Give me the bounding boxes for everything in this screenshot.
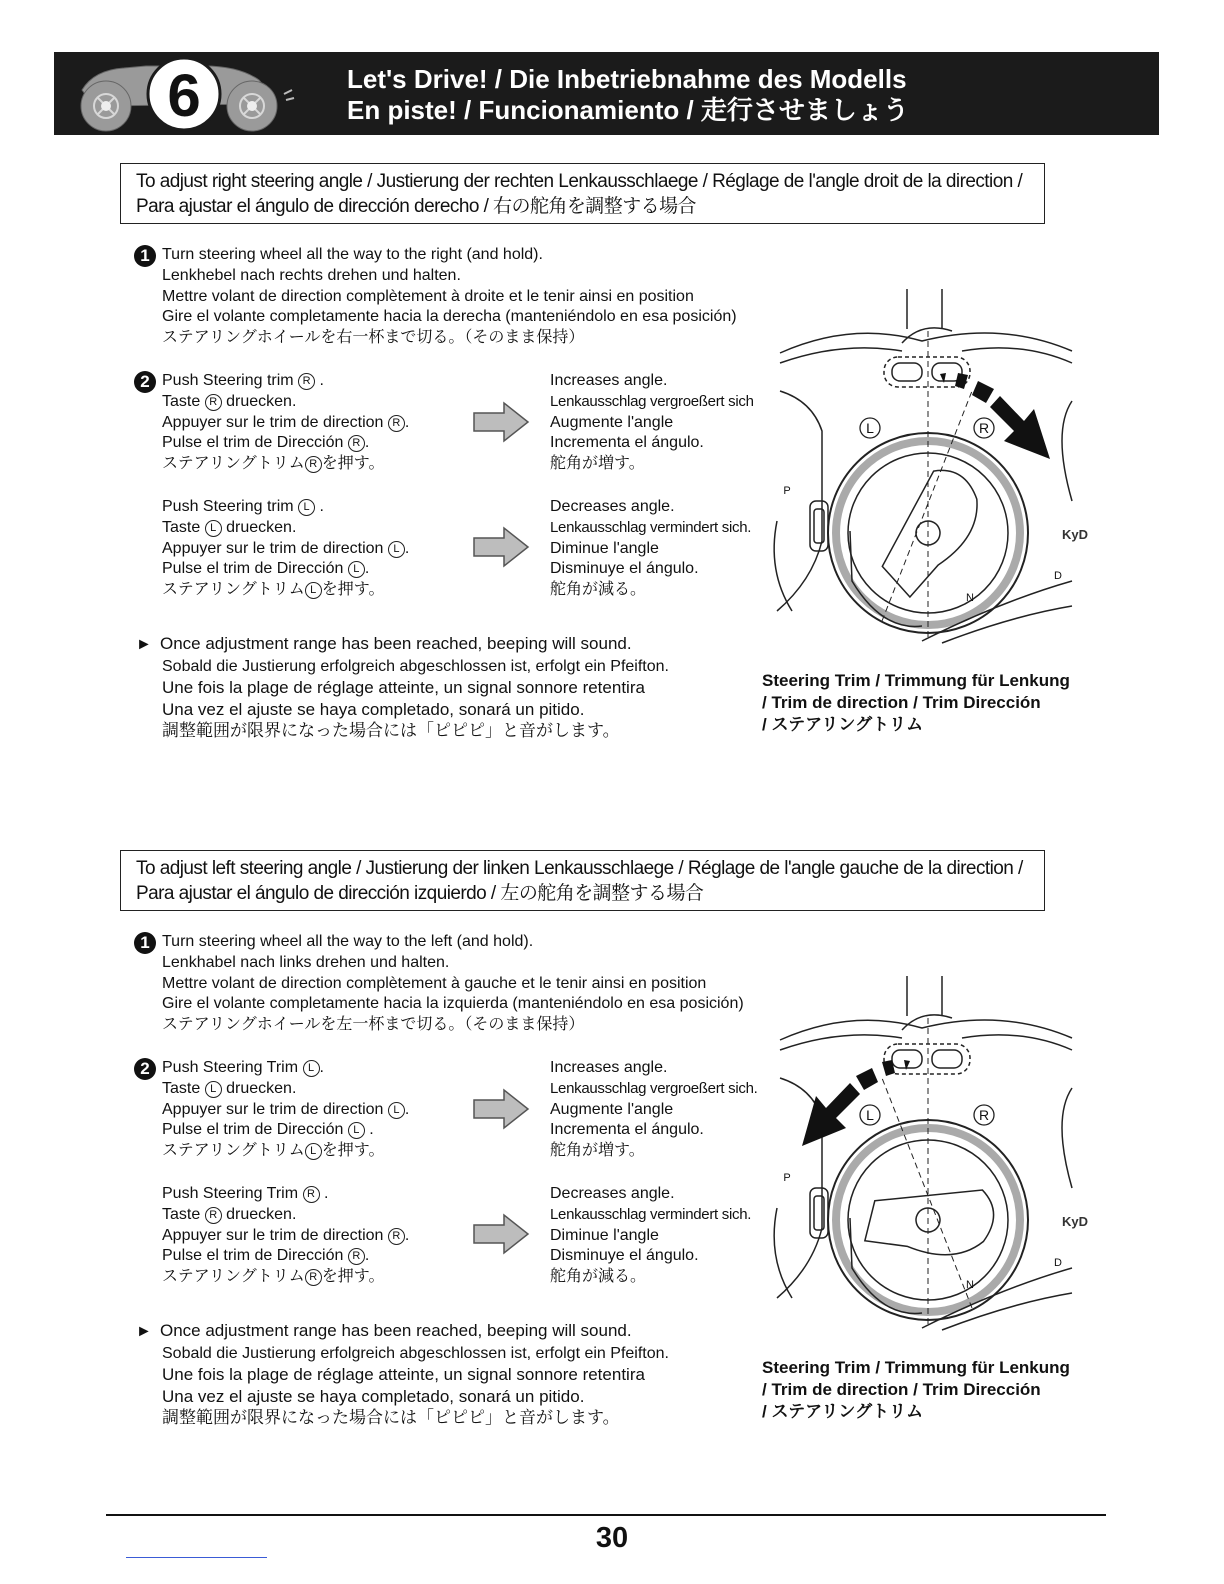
trim-r-key-icon: R	[303, 1186, 320, 1203]
push-trim-line: Pulse el trim de Dirección L .	[162, 560, 370, 578]
angle-dash-line	[882, 391, 972, 621]
footer-rule	[106, 1514, 1106, 1516]
heading-line-2: Para ajustar el ángulo de dirección izquierdo / 左の舵角を調整する場合	[136, 883, 704, 904]
result_b-line: 舵角が減る。	[550, 1268, 647, 1286]
step1-line: ステアリングホイールを右一杯まで切る。（そのまま保持）	[162, 329, 585, 347]
section-heading-box	[120, 163, 1045, 224]
push-trim-line: Appuyer sur le trim de direction R .	[162, 1226, 410, 1244]
push-trim-b	[162, 497, 409, 601]
push-trim-line: Appuyer sur le trim de direction L .	[162, 539, 410, 557]
trim-button-frame	[884, 1044, 970, 1074]
trim-l-key-icon: L	[298, 499, 315, 516]
trim-l-key-icon: L	[388, 1102, 405, 1119]
push-trim-line: Push Steering trim R .	[162, 372, 324, 389]
trim-r-label: R	[978, 1107, 990, 1123]
step-1-number: 1	[134, 245, 156, 267]
trim-l-key-icon: L	[348, 1122, 365, 1139]
footer-link-line	[126, 1557, 267, 1558]
result-increase	[550, 1058, 757, 1162]
transmitter-top-inner	[780, 1035, 1072, 1050]
caption-line: Steering Trim / Trimmung für Lenkung	[762, 1358, 1070, 1377]
result_b-line: Disminuye el ángulo.	[550, 1247, 699, 1265]
step-number: 6	[167, 62, 201, 129]
result_b-line: Diminue l'angle	[550, 1226, 659, 1244]
result_a-line: Increases angle.	[550, 372, 668, 389]
push-trim-line: Taste R druecken.	[162, 1205, 297, 1223]
step1-line: Lenkhabel nach links drehen und halten.	[162, 953, 450, 971]
push-trim-b	[162, 1184, 409, 1288]
push-trim-line: Taste L druecken.	[162, 1079, 297, 1097]
header-banner	[54, 52, 1159, 135]
transmitter-diagram	[772, 968, 1089, 1330]
right-arrow-icon	[472, 1088, 530, 1130]
trim-r-key-icon: R	[388, 415, 405, 432]
trim-r-key-icon: R	[348, 435, 365, 452]
trim-l-key-icon: L	[205, 520, 222, 537]
push-trim-line: ステアリングトリム R を押す。	[162, 1268, 385, 1286]
caption-line: / Trim de direction / Trim Dirección	[762, 693, 1041, 712]
trim-left-button	[892, 363, 922, 381]
trim-l-key-icon: L	[305, 1143, 322, 1160]
note-line: Una vez el ajuste se haya completado, sonará un pitido.	[162, 1386, 585, 1406]
push-trim-a	[162, 1058, 409, 1162]
page-title	[347, 64, 909, 126]
result-increase	[550, 371, 754, 475]
step1-line: Gire el volante completamente hacia la izquierda (manteniéndolo en esa posición)	[162, 995, 744, 1013]
power-label: P	[783, 1172, 791, 1184]
trim-l-key-icon: L	[388, 541, 405, 558]
power-label: P	[783, 485, 791, 497]
note-line: Sobald die Justierung erfolgreich abgeschlossen ist, erfolgt ein Pfeifton.	[162, 657, 669, 675]
result_a-line: Lenkausschlag vergroeßert sich.	[550, 1079, 758, 1097]
result_a-line: Lenkausschlag vergroeßert sich	[550, 392, 754, 410]
result_b-line: Diminue l'angle	[550, 539, 659, 557]
d-label: D	[1054, 1257, 1062, 1269]
trim-r-key-icon: R	[305, 456, 322, 473]
result-decrease	[550, 1184, 751, 1288]
section-heading-box	[120, 850, 1045, 911]
right-arrow-icon	[472, 401, 530, 443]
heading-line-1: To adjust right steering angle / Justierung der rechten Lenkausschlaege / Réglage de l'angle droit de la direction /	[136, 171, 1023, 192]
note-line: ► Once adjustment range has been reached, beeping will sound.	[136, 1320, 669, 1343]
step1-line: Turn steering wheel all the way to the left (and hold).	[162, 933, 534, 950]
trim-r-key-icon: R	[298, 373, 315, 390]
trim-right-button	[932, 1050, 962, 1068]
push-trim-line: Pulse el trim de Dirección R .	[162, 434, 370, 452]
push-trim-line: ステアリングトリム R を押す。	[162, 455, 385, 473]
result_a-line: Increases angle.	[550, 1059, 668, 1076]
caption-line: / Trim de direction / Trim Dirección	[762, 1380, 1041, 1399]
push-trim-line: Appuyer sur le trim de direction R .	[162, 413, 410, 431]
step-1-text	[162, 932, 744, 1036]
caption-line: Steering Trim / Trimmung für Lenkung	[762, 671, 1070, 690]
diagram-caption	[762, 670, 1070, 736]
result_a-line: Incrementa el ángulo.	[550, 434, 704, 452]
rc-car-icon	[54, 52, 304, 135]
grip-outline	[774, 521, 792, 611]
wheel-spoke	[856, 1148, 1005, 1291]
push-trim-line: Taste R druecken.	[162, 392, 297, 410]
step-1-text	[162, 245, 737, 349]
result_b-line: Decreases angle.	[550, 498, 675, 515]
caption-line: / ステアリングトリム	[762, 1402, 924, 1421]
heading-line-1: To adjust left steering angle / Justierung der linken Lenkausschlaege / Réglage de l'angle gauche de la direction /	[136, 858, 1023, 879]
result_b-line: Disminuye el ángulo.	[550, 560, 699, 578]
push-trim-line: Push Steering trim L .	[162, 498, 324, 515]
antenna-outline	[902, 976, 952, 1030]
result_a-line: Incrementa el ángulo.	[550, 1121, 704, 1139]
step-2-number: 2	[134, 371, 156, 393]
push-trim-line: Pulse el trim de Dirección R .	[162, 1247, 370, 1265]
grip-outline	[774, 1208, 792, 1298]
push-trim-line: Pulse el trim de Dirección L .	[162, 1121, 374, 1139]
result_b-line: 舵角が減る。	[550, 581, 647, 599]
trim-l-label: L	[866, 420, 874, 436]
trim-l-key-icon: L	[348, 561, 365, 578]
antenna-outline	[902, 289, 952, 343]
step1-line: Turn steering wheel all the way to the right (and hold).	[162, 246, 543, 263]
note-line: 調整範囲が限界になった場合には「ピピピ」と音がします。	[162, 1408, 620, 1428]
push-trim-line: Push Steering Trim L .	[162, 1059, 324, 1076]
result_a-line: Augmente l'angle	[550, 1100, 674, 1118]
d-label: D	[1054, 570, 1062, 582]
caption-line: / ステアリングトリム	[762, 715, 924, 734]
push-trim-line: Push Steering Trim R .	[162, 1185, 329, 1202]
result_a-line: 舵角が増す。	[550, 1142, 645, 1160]
n-label: N	[966, 1279, 974, 1291]
trim-r-label: R	[978, 420, 990, 436]
note-line: ► Once adjustment range has been reached, beeping will sound.	[136, 633, 669, 656]
beep-note	[136, 633, 669, 742]
title-line-2: En piste! / Funcionamiento / 走行させましょう	[347, 95, 909, 125]
transmitter-top-inner	[780, 348, 1072, 363]
push-trim-line: Appuyer sur le trim de direction L .	[162, 1100, 410, 1118]
right-arrow-icon	[472, 1213, 530, 1255]
push-trim-a	[162, 371, 409, 475]
note-line: Une fois la plage de réglage atteinte, un signal sonnore retentira	[162, 678, 645, 698]
result_b-line: Lenkausschlag vermindert sich.	[550, 518, 752, 536]
push-trim-line: ステアリングトリム L を押す。	[162, 581, 385, 599]
diagram-caption	[762, 1357, 1070, 1423]
trim-r-key-icon: R	[205, 1207, 222, 1224]
trim-r-key-icon: R	[205, 394, 222, 411]
pointer-icon: ►	[136, 636, 152, 653]
step1-line: Mettre volant de direction complètement à gauche et le tenir ainsi en position	[162, 974, 707, 992]
trim-l-key-icon: L	[205, 1081, 222, 1098]
trim-l-key-icon: L	[305, 582, 322, 599]
beep-note	[136, 1320, 669, 1429]
note-line: Sobald die Justierung erfolgreich abgeschlossen ist, erfolgt ein Pfeifton.	[162, 1344, 669, 1362]
trim-l-key-icon: L	[303, 1060, 320, 1077]
step1-line: Mettre volant de direction complètement à droite et le tenir ainsi en position	[162, 287, 694, 305]
result_a-line: Augmente l'angle	[550, 413, 674, 431]
step1-line: ステアリングホイールを左一杯まで切る。（そのまま保持）	[162, 1016, 585, 1034]
trim-r-key-icon: R	[348, 1248, 365, 1265]
push-trim-line: Taste L druecken.	[162, 518, 297, 536]
brand-logo: KyD	[1062, 1214, 1089, 1229]
step-1-number: 1	[134, 932, 156, 954]
title-line-1: Let's Drive! / Die Inbetriebnahme des Modells	[347, 64, 907, 94]
heading-line-2: Para ajustar el ángulo de dirección derecho / 右の舵角を調整する場合	[136, 196, 696, 217]
push-trim-line: ステアリングトリム L を押す。	[162, 1142, 385, 1160]
brand-logo: KyD	[1062, 527, 1089, 542]
trim-r-key-icon: R	[388, 1228, 405, 1245]
note-line: Une fois la plage de réglage atteinte, un signal sonnore retentira	[162, 1365, 645, 1385]
result_a-line: 舵角が増す。	[550, 455, 645, 473]
page-number: 30	[595, 1522, 629, 1554]
step1-line: Gire el volante completamente hacia la derecha (manteniéndolo en esa posición)	[162, 308, 737, 326]
transmitter-diagram	[772, 281, 1089, 643]
step1-line: Lenkhebel nach rechts drehen und halten.	[162, 266, 461, 284]
note-line: Una vez el ajuste se haya completado, sonará un pitido.	[162, 699, 585, 719]
result_b-line: Decreases angle.	[550, 1185, 675, 1202]
step-2-number: 2	[134, 1058, 156, 1080]
pointer-icon: ►	[136, 1323, 152, 1340]
trim-l-label: L	[866, 1107, 874, 1123]
result-decrease	[550, 497, 751, 601]
n-label: N	[966, 592, 974, 604]
trim-r-key-icon: R	[305, 1269, 322, 1286]
right-arrow-icon	[472, 526, 530, 568]
result_b-line: Lenkausschlag vermindert sich.	[550, 1205, 752, 1223]
note-line: 調整範囲が限界になった場合には「ピピピ」と音がします。	[162, 721, 620, 741]
wheel-spoke	[854, 459, 1003, 602]
